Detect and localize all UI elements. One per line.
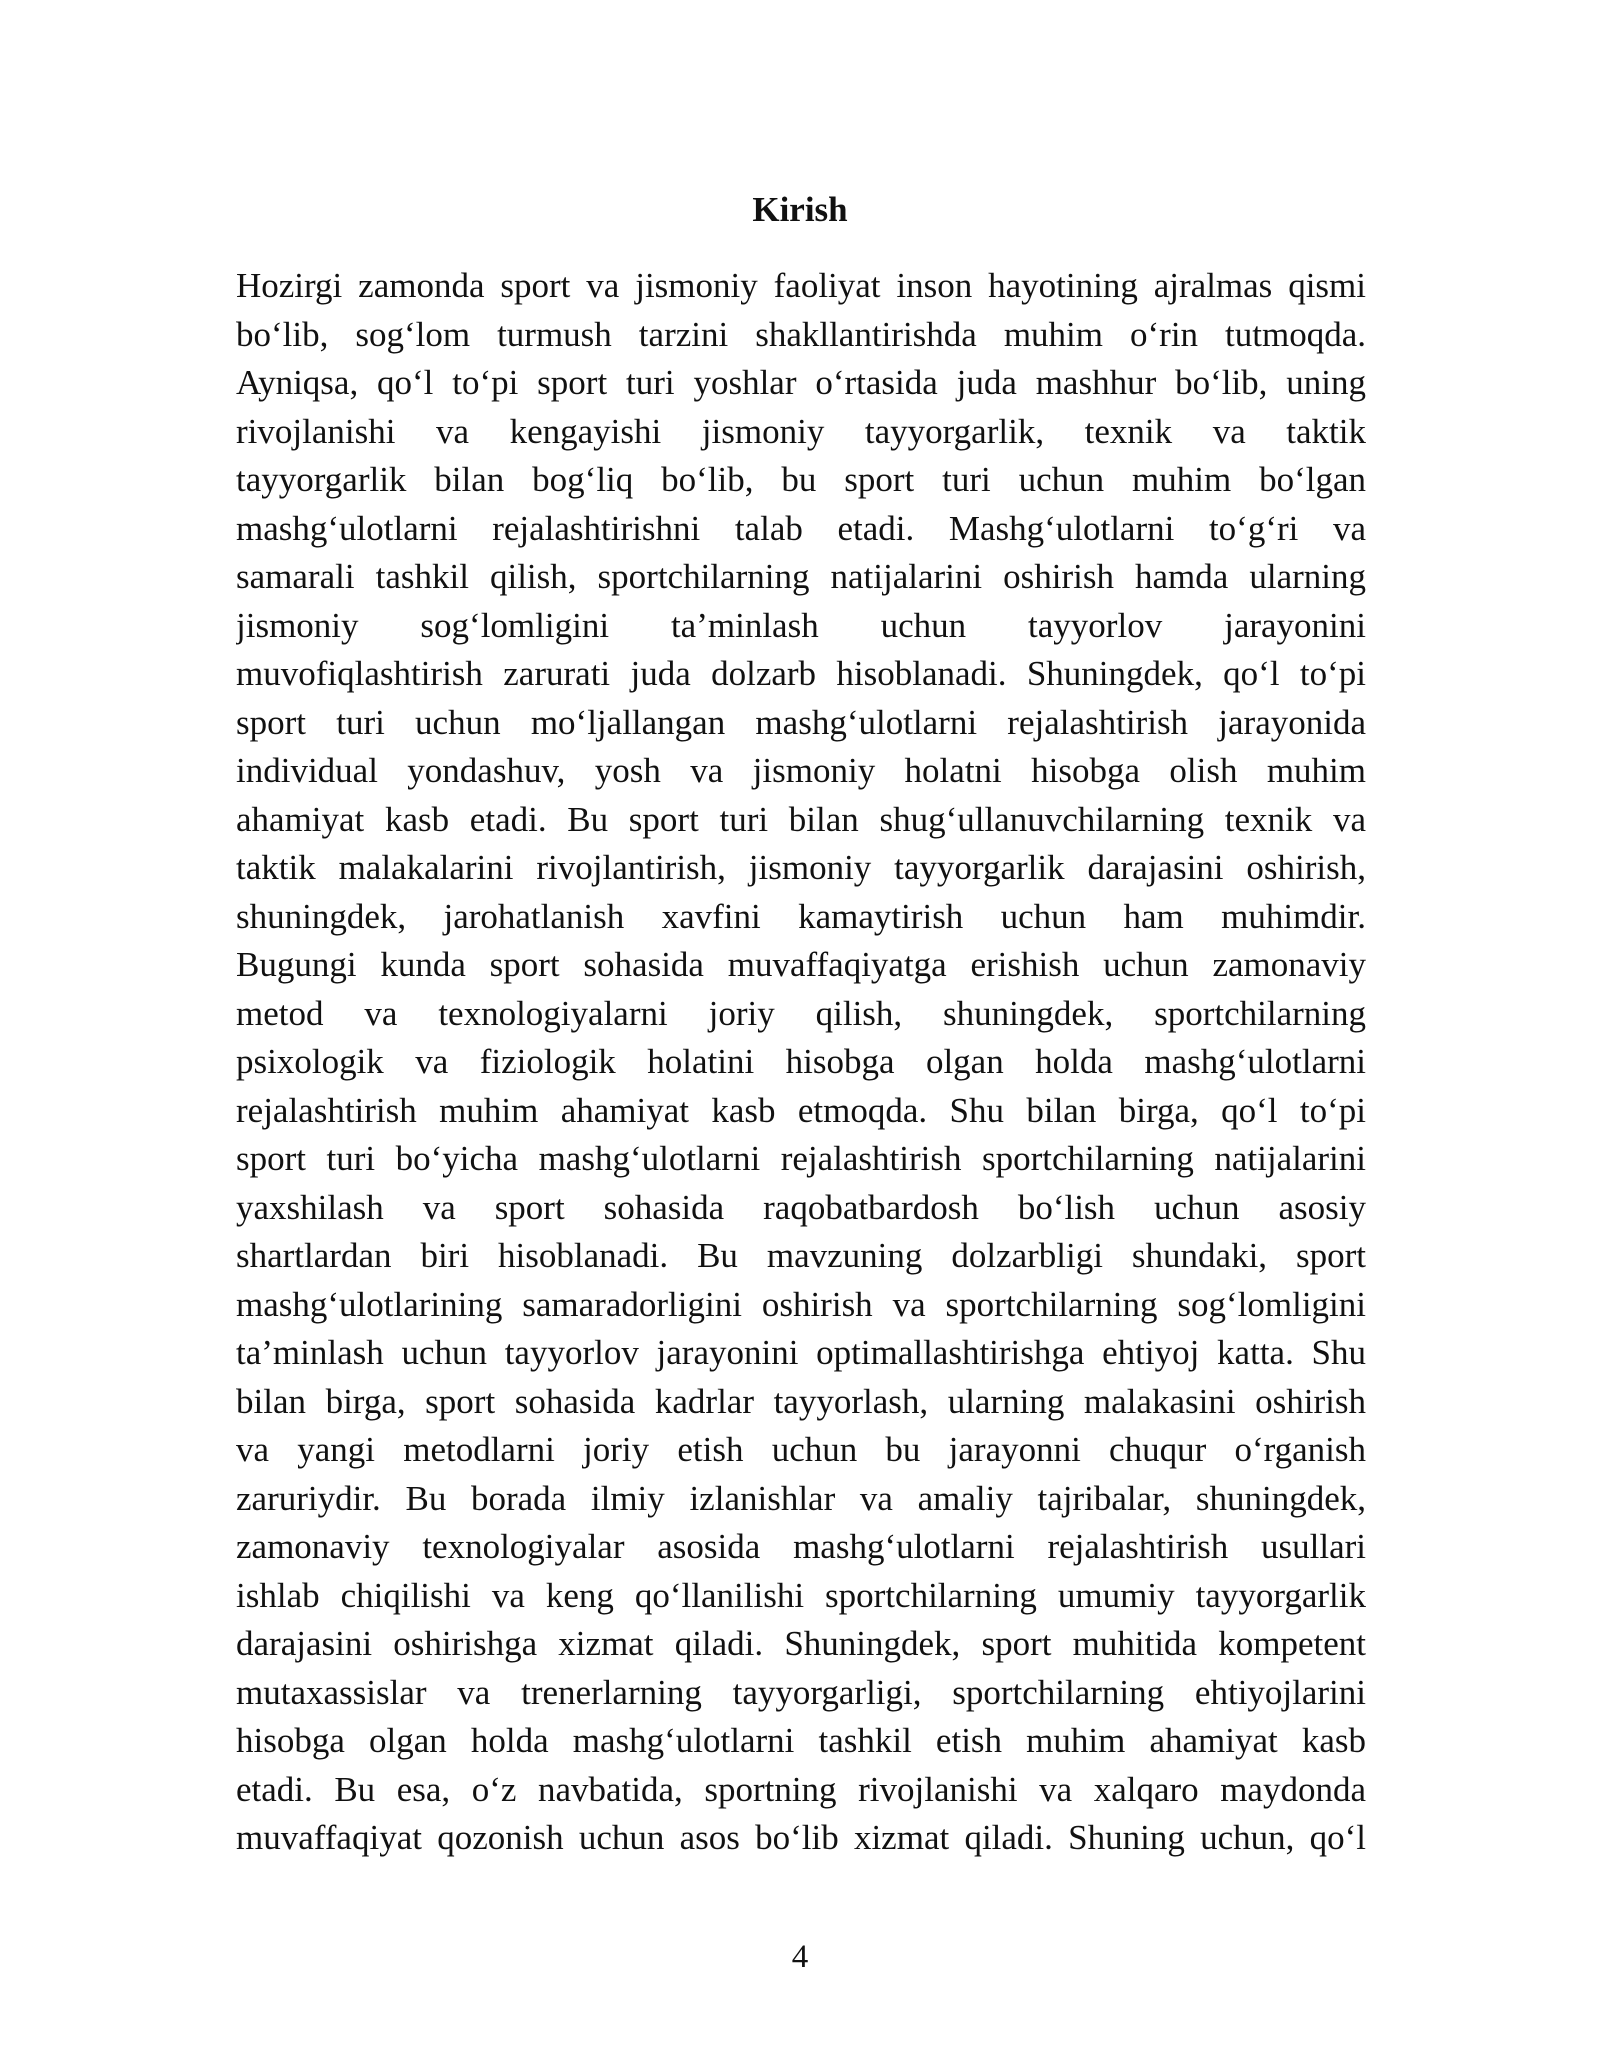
text-line: mutaxassislar va trenerlarning tayyorgarligi, sportchilarning ehtiyojlarini [236, 1672, 1366, 1712]
page-number: 4 [791, 1939, 809, 1975]
text-line: mashg‘ulotlarining samaradorligini oshirish va sportchilarning sog‘lomligini [236, 1284, 1366, 1324]
text-line: zaruriydir. Bu borada ilmiy izlanishlar va amaliy tajribalar, shuningdek, [236, 1478, 1366, 1518]
text-line: ahamiyat kasb etadi. Bu sport turi bilan shug‘ullanuvchilarning texnik va [236, 799, 1366, 839]
text-line: rivojlanishi va kengayishi jismoniy tayyorgarlik, texnik va taktik [236, 411, 1366, 451]
text-line: Ayniqsa, qo‘l to‘pi sport turi yoshlar o‘rtasida juda mashhur bo‘lib, uning [236, 363, 1366, 402]
text-line: va yangi metodlarni joriy etish uchun bu jarayonni chuqur o‘rganish [236, 1430, 1366, 1469]
text-line: Bugungi kunda sport sohasida muvaffaqiyatga erishish uchun zamonaviy [236, 945, 1366, 984]
text-line: rejalashtirish muhim ahamiyat kasb etmoqda. Shu bilan birga, qo‘l to‘pi [236, 1090, 1366, 1130]
text-line: hisobga olgan holda mashg‘ulotlarni tashkil etish muhim ahamiyat kasb [236, 1721, 1366, 1760]
text-line: bo‘lib, sog‘lom turmush tarzini shakllantirishda muhim o‘rin tutmoqda. [236, 314, 1366, 354]
text-line: shuningdek, jarohatlanish xavfini kamaytirish uchun ham muhimdir. [236, 896, 1366, 936]
text-line: jismoniy sog‘lomligini ta’minlash uchun tayyorlov jarayonini [236, 605, 1366, 645]
text-line: etadi. Bu esa, o‘z navbatida, sportning rivojlanishi va xalqaro maydonda [236, 1769, 1366, 1809]
text-line: mashg‘ulotlarni rejalashtirishni talab etadi. Mashg‘ulotlarni to‘g‘ri va [236, 508, 1366, 548]
text-line: yaxshilash va sport sohasida raqobatbardosh bo‘lish uchun asosiy [236, 1187, 1366, 1227]
text-line: muvaffaqiyat qozonish uchun asos bo‘lib xizmat qiladi. Shuning uchun, qo‘l [236, 1818, 1366, 1857]
text-line: tayyorgarlik bilan bog‘liq bo‘lib, bu sport turi uchun muhim bo‘lgan [236, 460, 1366, 499]
text-line: ishlab chiqilishi va keng qo‘llanilishi sportchilarning umumiy tayyorgarlik [236, 1575, 1366, 1615]
text-line: darajasini oshirishga xizmat qiladi. Shuningdek, sport muhitida kompetent [236, 1624, 1366, 1663]
body-paragraph [236, 262, 1366, 1863]
text-line: psixologik va fiziologik holatini hisobga olgan holda mashg‘ulotlarni [236, 1042, 1366, 1081]
text-line: bilan birga, sport sohasida kadrlar tayyorlash, ularning malakasini oshirish [236, 1381, 1366, 1421]
text-line: samarali tashkil qilish, sportchilarning natijalarini oshirish hamda ularning [236, 557, 1366, 596]
text-line: zamonaviy texnologiyalar asosida mashg‘ulotlarni rejalashtirish usullari [236, 1527, 1366, 1566]
text-line: Hozirgi zamonda sport va jismoniy faoliyat inson hayotining ajralmas qismi [236, 266, 1366, 305]
text-line: metod va texnologiyalarni joriy qilish, shuningdek, sportchilarning [236, 993, 1366, 1033]
text-line: individual yondashuv, yosh va jismoniy holatni hisobga olish muhim [236, 751, 1366, 790]
text-line: muvofiqlashtirish zarurati juda dolzarb hisoblanadi. Shuningdek, qo‘l to‘pi [236, 654, 1366, 693]
section-heading: Kirish [752, 190, 848, 229]
text-line: ta’minlash uchun tayyorlov jarayonini optimallashtirishga ehtiyoj katta. Shu [236, 1333, 1366, 1372]
text-line: sport turi bo‘yicha mashg‘ulotlarni rejalashtirish sportchilarning natijalarini [236, 1139, 1366, 1178]
text-line: shartlardan biri hisoblanadi. Bu mavzuning dolzarbligi shundaki, sport [236, 1236, 1366, 1275]
text-line: taktik malakalarini rivojlantirish, jismoniy tayyorgarlik darajasini oshirish, [236, 848, 1366, 887]
text-line: sport turi uchun mo‘ljallangan mashg‘ulotlarni rejalashtirish jarayonida [236, 702, 1366, 742]
